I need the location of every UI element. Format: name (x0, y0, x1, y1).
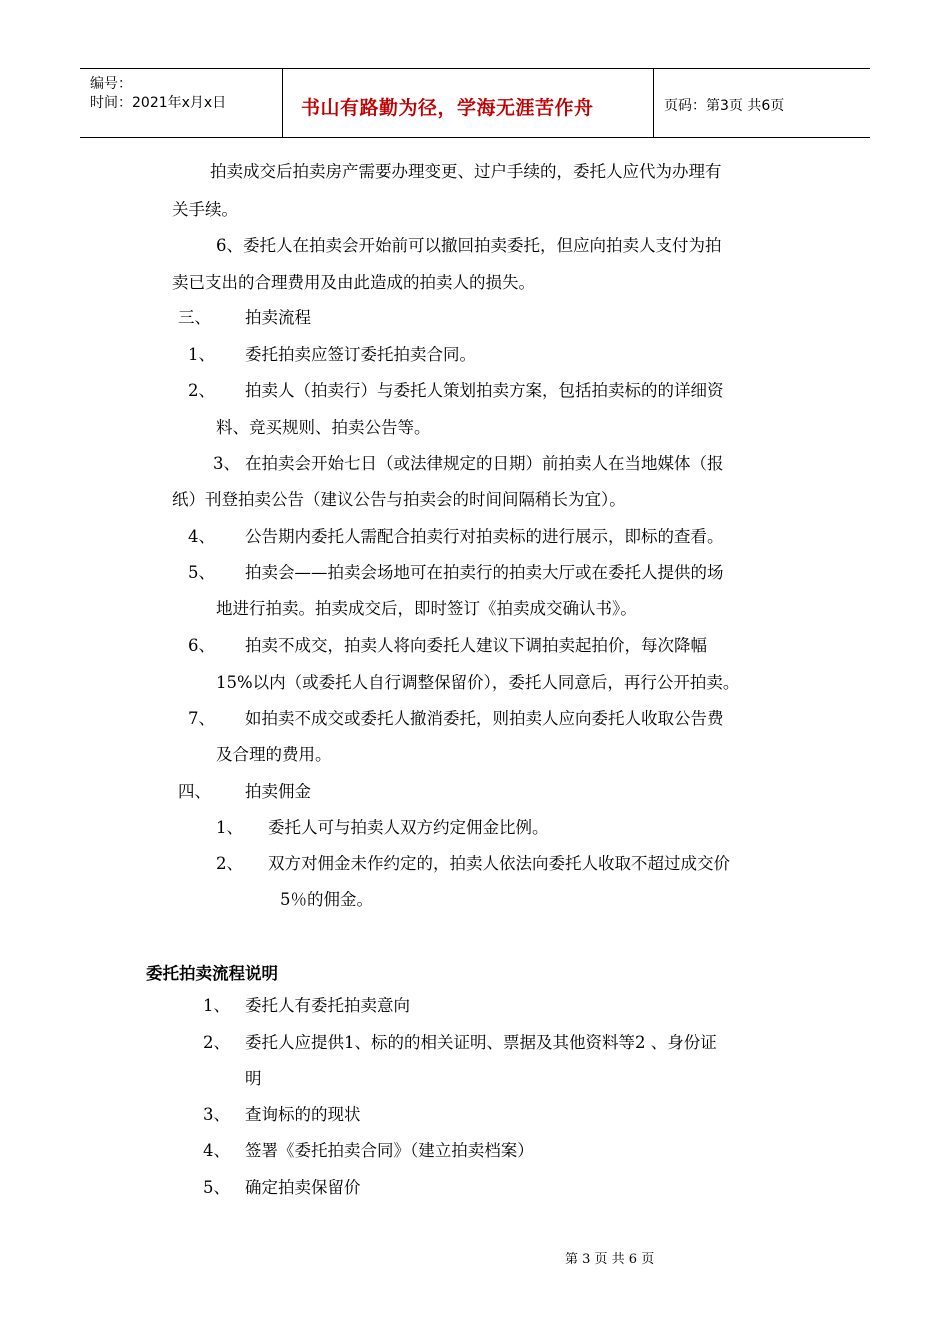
list-number: 4、 (203, 1141, 230, 1160)
header-meta-cell (80, 69, 283, 137)
list-number: 5、 (188, 563, 215, 582)
list-item: 明 (245, 1069, 262, 1088)
list-number: 4、 (188, 527, 215, 546)
list-item: 委托人应提供1、标的的相关证明、票据及其他资料等2 、身份证 (245, 1033, 717, 1052)
flow-title: 委托拍卖流程说明 (146, 964, 278, 983)
section-title: 拍卖佣金 (245, 782, 311, 801)
list-item: 签署《委托拍卖合同》（建立拍卖档案） (245, 1141, 534, 1160)
list-item: 拍卖人（拍卖行）与委托人策划拍卖方案，包括拍卖标的的详细资 (245, 381, 724, 400)
motto-text: 书山有路勤为径，学海无涯苦作舟 (301, 97, 594, 119)
list-item: 确定拍卖保留价 (245, 1178, 361, 1197)
document-header (80, 68, 870, 138)
time-label: 时间：2021年x月x日 (90, 95, 227, 111)
number-label: 编号： (90, 76, 132, 92)
list-item: 及合理的费用。 (216, 745, 332, 764)
list-number: 2、 (188, 381, 215, 400)
paragraph-line: 拍卖成交后拍卖房产需要办理变更、过户手续的，委托人应代为办理有 (210, 162, 722, 181)
list-number: 5、 (203, 1178, 230, 1197)
list-number: 2、 (216, 854, 243, 873)
list-item: 委托人可与拍卖人双方约定佣金比例。 (268, 818, 549, 837)
list-item: 拍卖不成交，拍卖人将向委托人建议下调拍卖起拍价，每次降幅 (245, 636, 707, 655)
list-number: 2、 (203, 1033, 230, 1052)
section-title: 拍卖流程 (245, 308, 311, 327)
list-item: 5％的佣金。 (280, 890, 373, 909)
list-number: 7、 (188, 709, 215, 728)
page-info: 页码：第3页 共6页 (664, 98, 785, 114)
page-footer: 第 3 页 共 6 页 (565, 1252, 655, 1267)
list-item: 地进行拍卖。拍卖成交后，即时签订《拍卖成交确认书》。 (216, 599, 637, 618)
list-number: 6、 (188, 636, 215, 655)
list-number: 1、 (216, 818, 243, 837)
list-item: 委托人有委托拍卖意向 (245, 996, 410, 1015)
section-number: 三、 (178, 308, 211, 327)
paragraph-line: 6、委托人在拍卖会开始前可以撤回拍卖委托，但应向拍卖人支付为拍 (216, 236, 722, 255)
list-item: 拍卖会——拍卖会场地可在拍卖行的拍卖大厅或在委托人提供的场 (245, 563, 724, 582)
header-motto-cell (283, 69, 654, 137)
list-number: 3、 (203, 1105, 230, 1124)
list-item: 在拍卖会开始七日（或法律规定的日期）前拍卖人在当地媒体（报 (245, 454, 724, 473)
list-item: 查询标的的现状 (245, 1105, 361, 1124)
list-item: 公告期内委托人需配合拍卖行对拍卖标的进行展示，即标的查看。 (245, 527, 724, 546)
list-item: 委托拍卖应签订委托拍卖合同。 (245, 345, 476, 364)
section-number: 四、 (178, 782, 211, 801)
paragraph-line: 关手续。 (172, 200, 238, 219)
list-number: 1、 (203, 996, 230, 1015)
paragraph-line: 卖已支出的合理费用及由此造成的拍卖人的损失。 (172, 273, 535, 292)
list-number: 1、 (188, 345, 215, 364)
list-item: 如拍卖不成交或委托人撤消委托，则拍卖人应向委托人收取公告费 (245, 709, 724, 728)
list-number: 3、 (213, 454, 240, 473)
list-item: 15%以内（或委托人自行调整保留价），委托人同意后，再行公开拍卖。 (216, 673, 740, 692)
list-item: 纸）刊登拍卖公告（建议公告与拍卖会的时间间隔稍长为宜）。 (172, 490, 626, 509)
list-item: 料、竞买规则、拍卖公告等。 (216, 418, 431, 437)
list-item: 双方对佣金未作约定的，拍卖人依法向委托人收取不超过成交价 (268, 854, 730, 873)
